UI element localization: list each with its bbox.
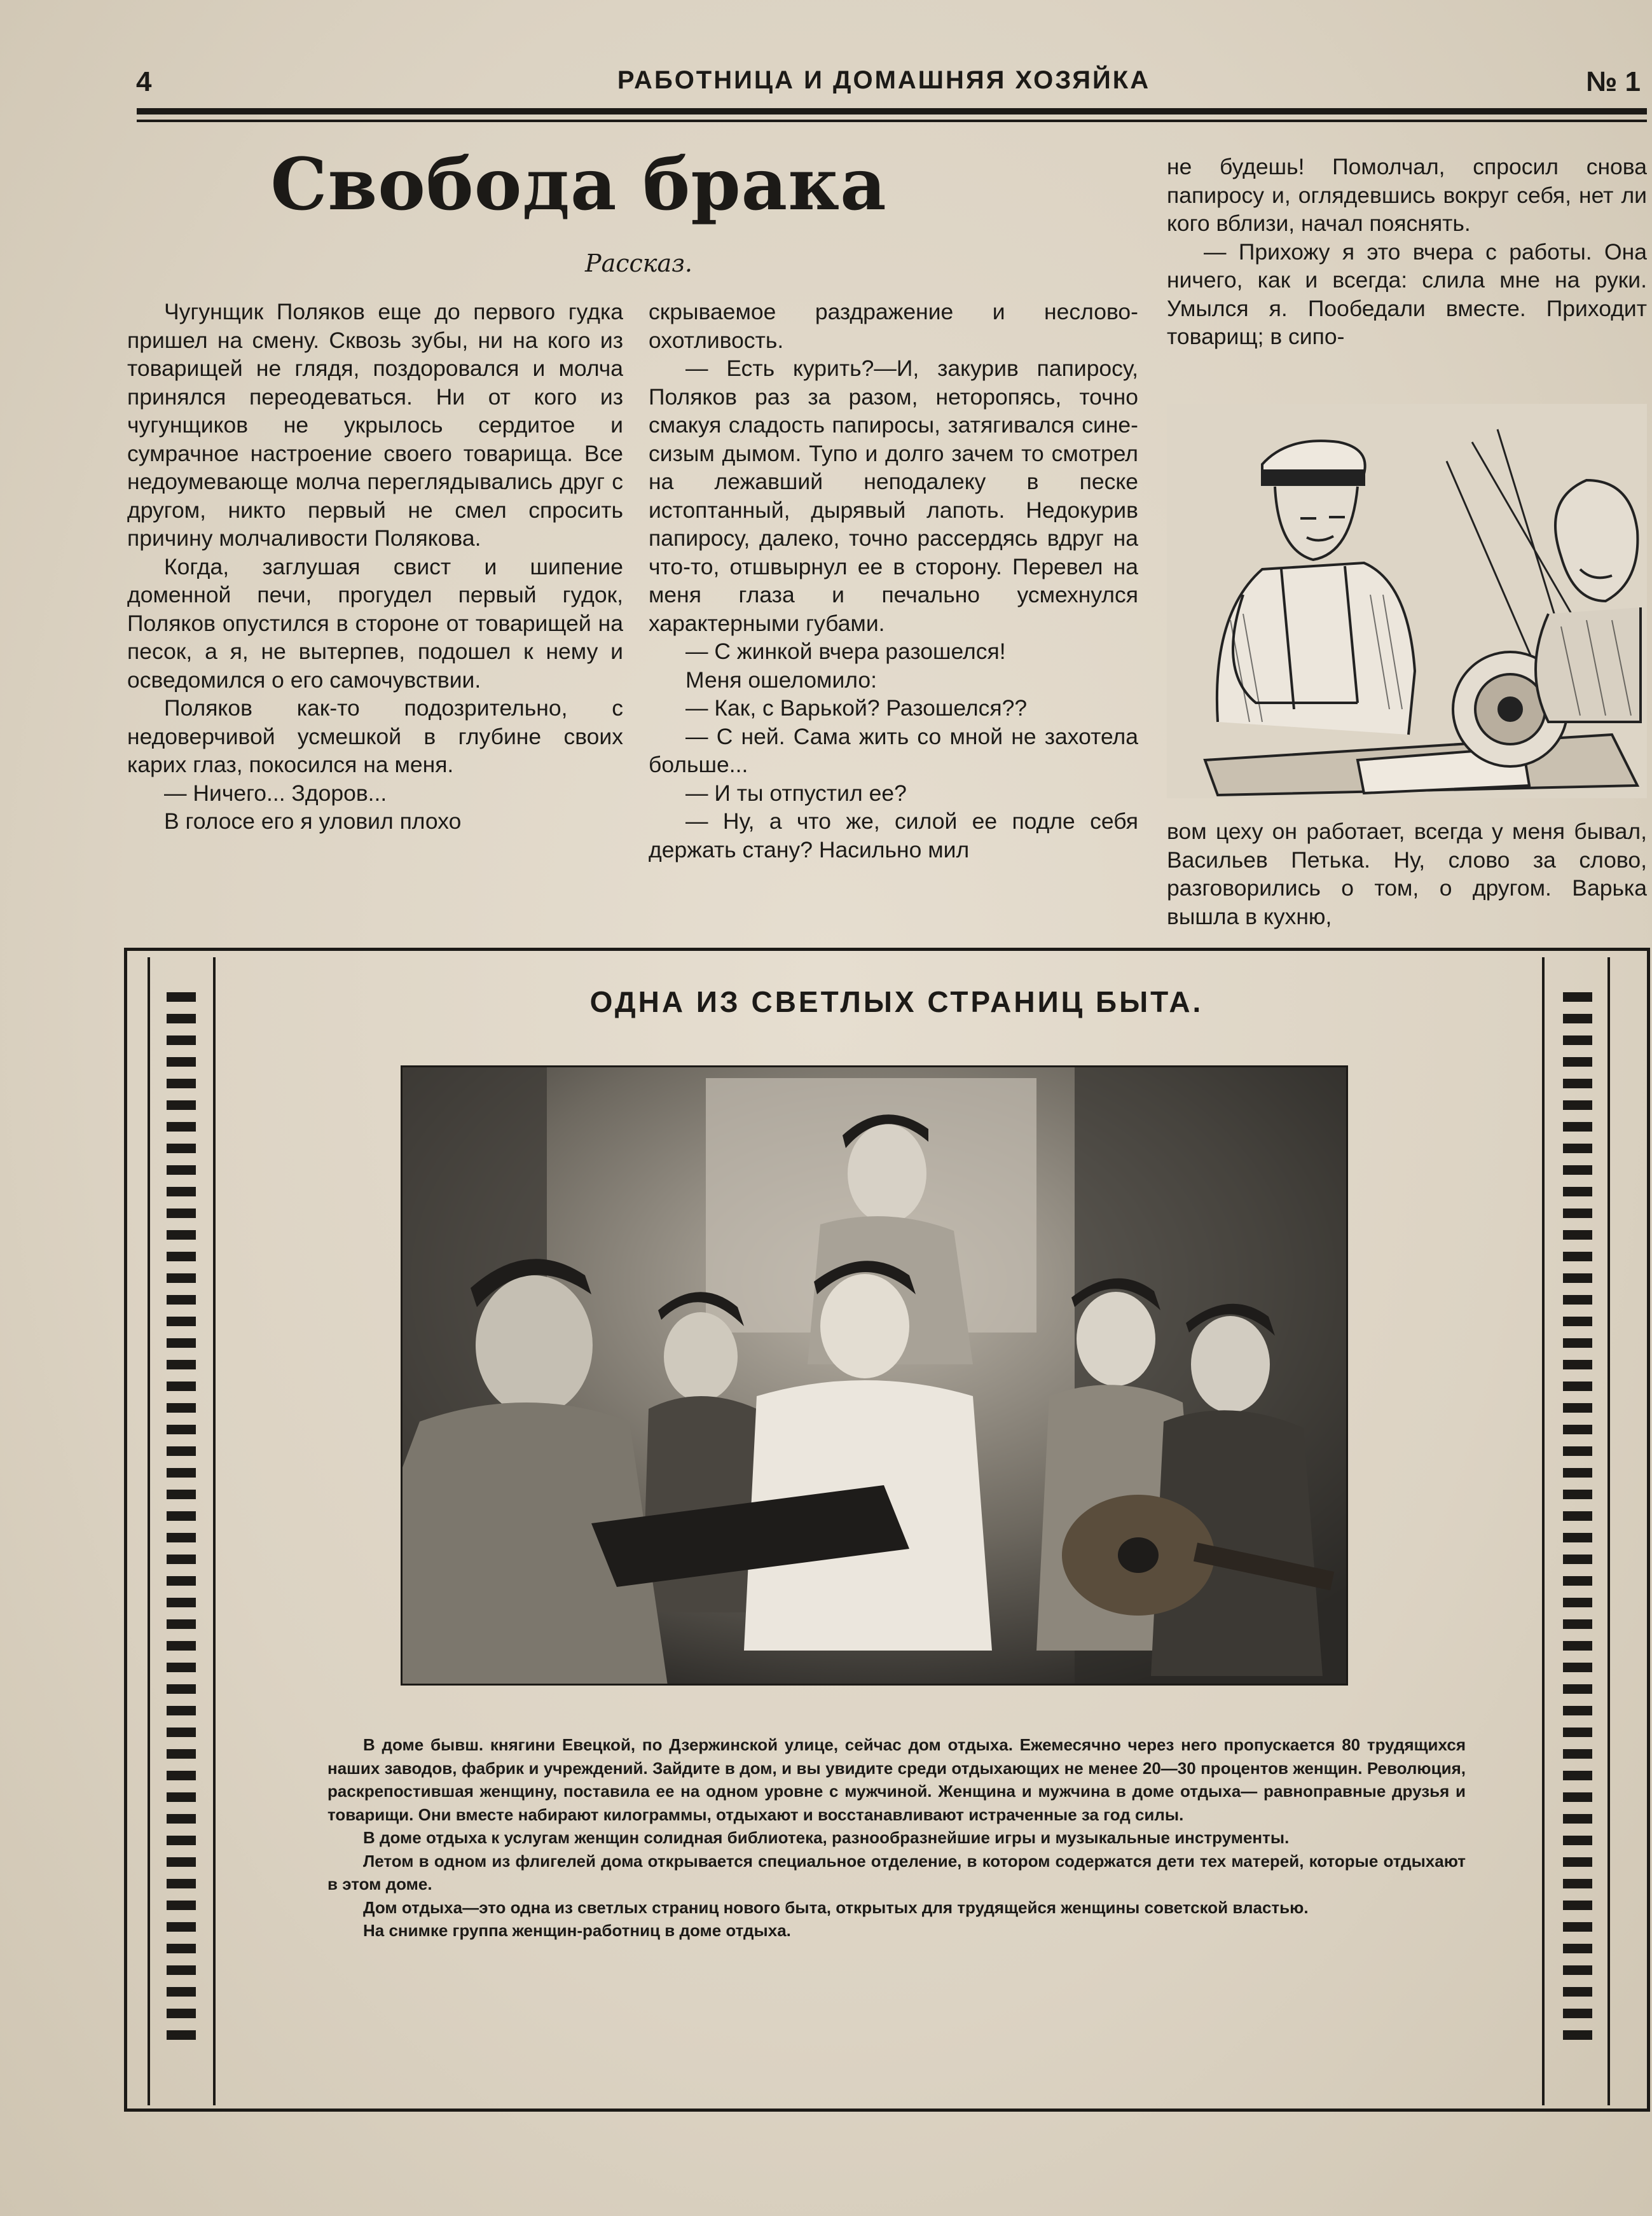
paragraph: скрываемое раздражение и неслово-охотливость. — [649, 299, 1138, 353]
paragraph: В голосе его я уловил плохо — [164, 808, 462, 834]
paragraph: Когда, заглушая свист и шипение доменной печи, прогудел первый гудок, Поляков опустился в стороне от товарищей на песок, а я, не вытерпев, подошел к нему и осведомился о его самочувствии. — [127, 553, 623, 693]
article-title: Свобода брака — [270, 143, 887, 226]
paragraph: — С ней. Сама жить со мной не захотела больше... — [649, 723, 1138, 777]
publication-title: РАБОТНИЦА И ДОМАШНЯЯ ХОЗЯЙКА — [617, 66, 1151, 94]
paragraph: Чугунщик Поляков еще до первого гудка пришел на смену. Сквозь зубы, ни на кого из товарищей не глядя, поздоровался и молча принялся переодеваться. Ни от кого из чугунщиков не укрылось сердитое и сумрачное настроение своего товарища. Все недоумевающе молча переглядывались друг с другом, никто первый не смел спросить причину молчаливости Полякова. — [127, 299, 623, 551]
caption-paragraph: В доме бывш. княгини Евецкой, по Дзержинской улице, сейчас дом отдыха. Ежемесячно через него пропускается 80 трудящихся наших заводов, фабрик и учреждений. Зайдите в дом, и вы увидите среди отдыхающих не менее 20—30 процентов женщин. Революция, раскрепостившая женщину, поставила ее на одном уровне с мужчиной. Женщина и мужчина в доме отдыха— равноправные друзья и товарищи. Они вместе набирают килограммы, отдыхают и восстанавливают истраченные за год силы. — [327, 1735, 1466, 1824]
women-rest-home-photo — [401, 1065, 1348, 1686]
paragraph: — С жинкой вчера разошелся! — [685, 639, 1006, 664]
feature-title: ОДНА ИЗ СВЕТЛЫХ СТРАНИЦ БЫТА. — [589, 985, 1204, 1018]
film-strip-ornament-left — [167, 992, 196, 2048]
header-rule — [137, 108, 1647, 114]
page-header — [127, 64, 1641, 102]
caption-paragraph: Летом в одном из флигелей дома открывается специальное отделение, в котором содержатся дети тех матерей, которые отдыхают в этом доме. — [327, 1851, 1466, 1894]
paragraph: вом цеху он работает, всегда у меня бывал, Васильев Петька. Ну, слово за слово, разговорились о том, о другом. Варька вышла в кухню, — [1167, 819, 1647, 929]
paragraph: Поляков как-то подозрительно, с недоверчивой усмешкой в глубине своих карих глаз, покосился на меня. — [127, 695, 623, 777]
header-rule-thin — [137, 120, 1647, 122]
issue-number: № 1 — [1586, 66, 1641, 97]
paragraph: — Есть курить?—И, закурив папиросу, Поляков раз за разом, неторопясь, точно смакуя сладость папиросы, затягивался сине-сизым дымом. Тупо и долго зачем то смотрел на лежавший неподалеку в песке истоптанный, дырявый лапоть. Недокурив папиросу, далеко, точно рассердясь вдруг на что-то, отшвырнул ее в сторону. Перевел на меня глаза и печально усмехнулся характерными губами. — [649, 356, 1138, 636]
caption-paragraph: В доме отдыха к услугам женщин солидная библиотека, разнообразнейшие игры и музыкальные инструменты. — [363, 1828, 1290, 1847]
feature-caption — [327, 1733, 1466, 1942]
paragraph: — Как, с Варькой? Разошелся?? — [685, 695, 1028, 721]
frame-line-left-inner — [213, 957, 216, 2105]
frame-line-right-inner — [1542, 957, 1545, 2105]
paragraph: Меня ошеломило: — [685, 667, 878, 693]
caption-paragraph: На снимке группа женщин-работниц в доме отдыха. — [363, 1921, 791, 1940]
article-column-3-top — [1167, 153, 1647, 351]
article-subtitle: Рассказ. — [585, 249, 692, 277]
article-column-3-bottom — [1167, 817, 1647, 931]
paragraph: не будешь! Помолчал, спросил снова папиросу и, оглядевшись вокруг себя, нет ли кого вблизи, начал пояснять. — [1167, 154, 1647, 236]
paragraph: — Прихожу я это вчера с работы. Она ничего, как и всегда: слила мне на руки. Умылся я. Пообедали вместе. Приходит товарищ; в сипо- — [1167, 239, 1647, 349]
paragraph: — Ну, а что же, силой ее подле себя держать стану? Насильно мил — [649, 808, 1138, 862]
frame-line-right-outer — [1607, 957, 1610, 2105]
foundry-workers-illustration — [1167, 404, 1647, 798]
caption-paragraph: Дом отдыха—это одна из светлых страниц нового быта, открытых для трудящейся женщины советской властью. — [363, 1897, 1309, 1917]
film-strip-ornament-right — [1563, 992, 1592, 2048]
paragraph: — И ты отпустил ее? — [685, 780, 907, 806]
article-column-2 — [649, 298, 1138, 864]
frame-line-left-outer — [148, 957, 150, 2105]
page-number: 4 — [136, 66, 152, 97]
paragraph: — Ничего... Здоров... — [164, 780, 387, 806]
article-column-1 — [127, 298, 623, 836]
